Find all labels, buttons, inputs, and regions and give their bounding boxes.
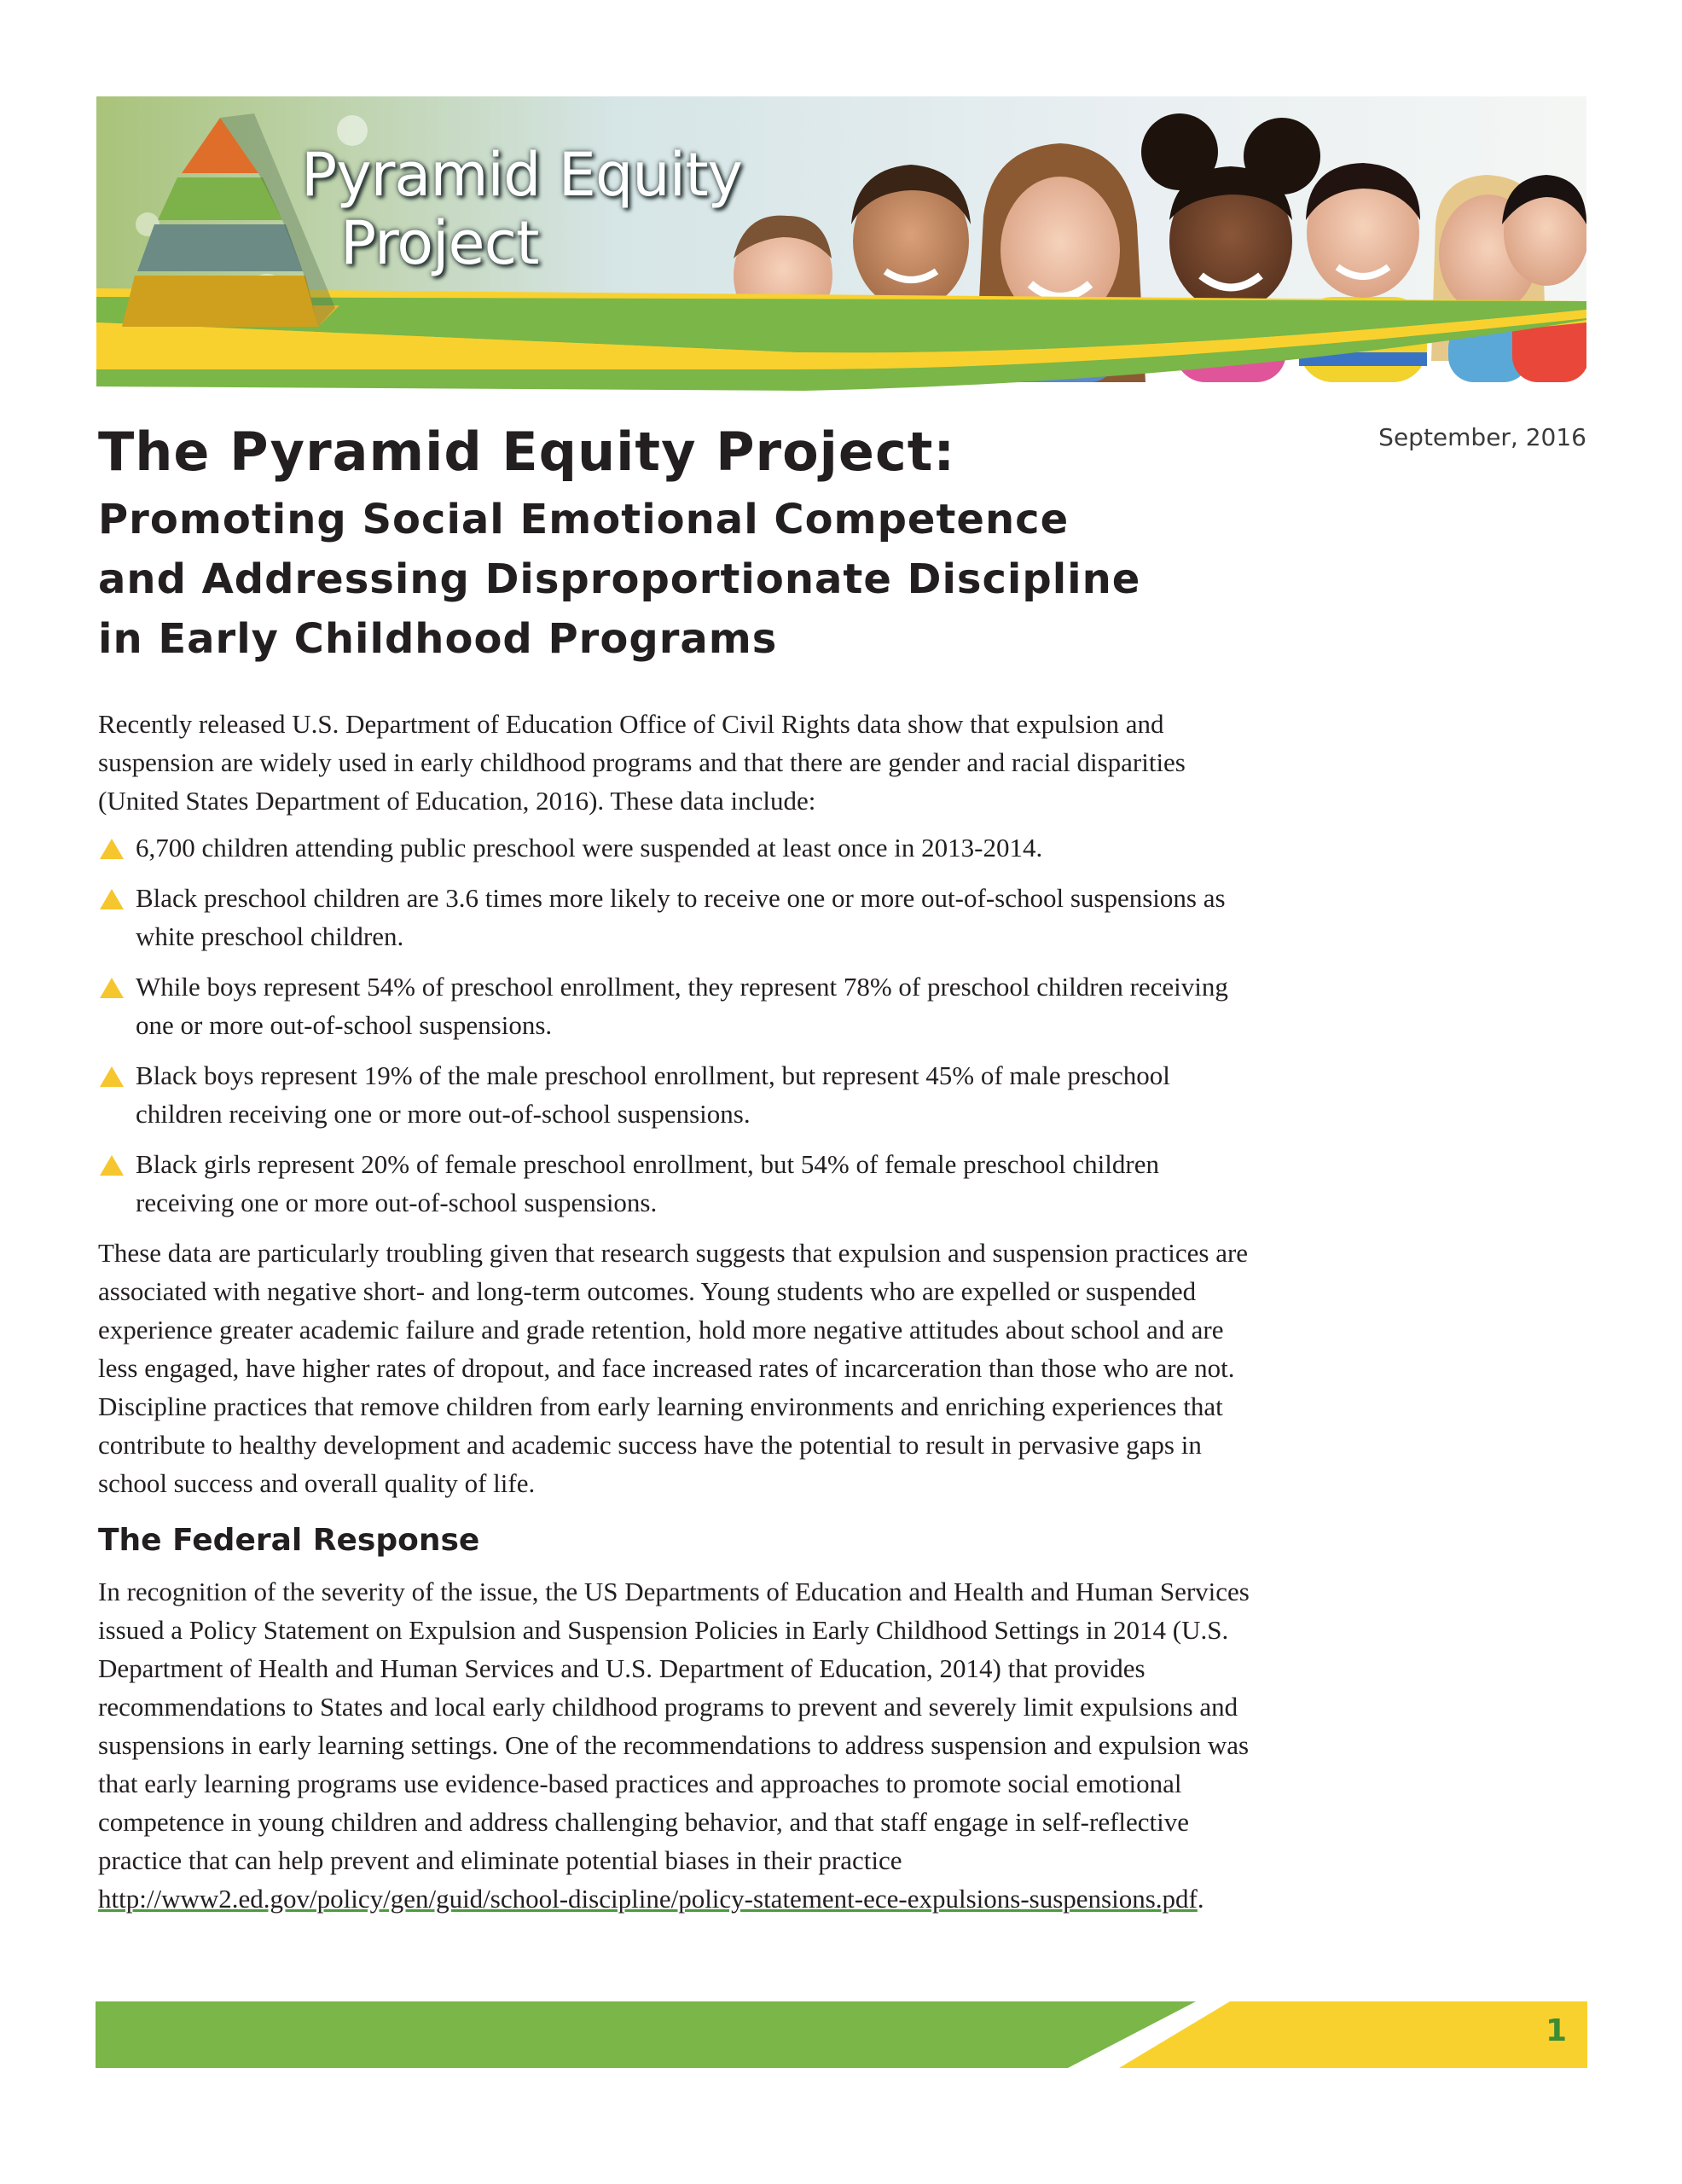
list-item	[98, 967, 1258, 1044]
body-paragraph-federal	[98, 1572, 1258, 1918]
bullet-text: Black preschool children are 3.6 times more likely to receive one or more out-of-school suspensions as white preschool children.	[136, 883, 1226, 951]
link-period: .	[1197, 1884, 1204, 1914]
bullet-text: Black boys represent 19% of the male preschool enrollment, but represent 45% of male preschool children receiving one or more out-of-school suspensions.	[136, 1060, 1170, 1129]
footer-stripe	[96, 2001, 1587, 2068]
list-item	[98, 1056, 1258, 1133]
policy-statement-link[interactable]: http://www2.ed.gov/policy/gen/guid/school-discipline/policy-statement-ece-expulsions-suspensions.pdf	[98, 1884, 1198, 1914]
footer-bar	[96, 2001, 1587, 2068]
page-subtitle	[98, 490, 1275, 669]
triangle-bullet-icon	[100, 1066, 124, 1087]
triangle-bullet-icon	[100, 889, 124, 909]
banner-title-line1: Pyramid Equity	[301, 140, 742, 210]
list-item	[98, 879, 1258, 956]
subtitle-line: Promoting Social Emotional Competence	[98, 496, 1070, 543]
bullet-text: While boys represent 54% of preschool enrollment, they represent 78% of preschool children receiving one or more out-of-school suspensions.	[136, 972, 1228, 1040]
subtitle-line: in Early Childhood Programs	[98, 615, 778, 663]
subtitle-line: and Addressing Disproportionate Discipline	[98, 555, 1141, 603]
federal-response-text: In recognition of the severity of the issue, the US Departments of Education and Health and Human Services issued a Policy Statement on Expulsion and Suspension Policies in Early Childhood Settings in 2014 (U.S. Department of Health and Human Services and U.S. Department of Education, 2014) that provides recommendations to States and local early childhood programs to prevent and severely limit expulsions and suspensions in early learning settings. One of the recommendations to address suspension and expulsion was that early learning programs use evidence-based practices and approaches to promote social emotional competence in young children and address challenging behavior, and that staff engage in self-reflective practice that can help prevent and eliminate potential biases in their practice	[98, 1577, 1250, 1875]
triangle-bullet-icon	[100, 978, 124, 998]
publication-date: September, 2016	[1378, 423, 1586, 451]
list-item	[98, 828, 1258, 867]
banner-title	[301, 141, 742, 277]
page-title: The Pyramid Equity Project:	[98, 421, 956, 483]
data-bullet-list	[98, 828, 1258, 1222]
list-item	[98, 1145, 1258, 1222]
bullet-text: Black girls represent 20% of female preschool enrollment, but 54% of female preschool children receiving one or more out-of-school suspensions.	[136, 1149, 1159, 1217]
page-number: 1	[1545, 2013, 1567, 2048]
header-banner	[96, 96, 1586, 391]
body-paragraph: These data are particularly troubling given that research suggests that expulsion and suspension practices are associated with negative short- and long-term outcomes. Young students who are expelled or suspended experience greater academic failure and grade retention, hold more negative attitudes about school and are less engaged, have higher rates of dropout, and face increased rates of incarceration than those who are not. Discipline practices that remove children from early learning environments and enriching experiences that contribute to healthy development and academic success have the potential to result in pervasive gaps in school success and overall quality of life.	[98, 1238, 1249, 1498]
triangle-bullet-icon	[100, 839, 124, 859]
banner-title-line2: Project	[340, 208, 539, 278]
intro-paragraph: Recently released U.S. Department of Education Office of Civil Rights data show that expulsion and suspension are widely used in early childhood programs and that there are gender and racial disparities (United States Department of Education, 2016). These data include:	[98, 709, 1186, 816]
main-content	[98, 705, 1258, 1918]
bullet-text: 6,700 children attending public preschool were suspended at least once in 2013-2014.	[136, 833, 1043, 863]
triangle-bullet-icon	[100, 1155, 124, 1176]
section-heading: The Federal Response	[98, 1523, 480, 1558]
